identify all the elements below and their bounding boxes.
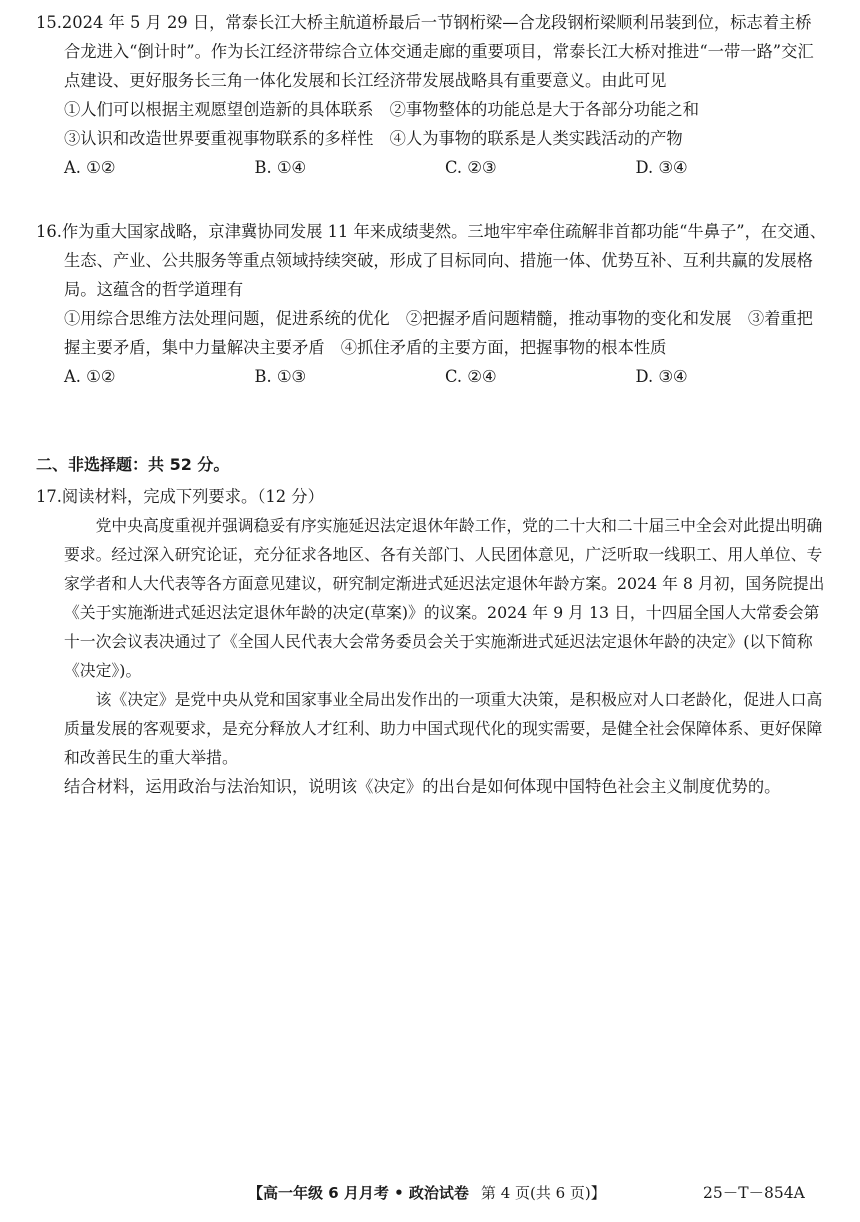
footer-page-number: 第 4 页(共 6 页)】 — [480, 1184, 606, 1202]
question-17 — [36, 482, 826, 801]
question-15 — [36, 8, 826, 182]
question-16-stem: 16.作为重大国家战略，京津冀协同发展 11 年来成绩斐然。三地牢牢牵住疏解非首都功能“牛鼻子”，在交通、生态、产业、公共服务等重点领域持续突破，形成了目标同向、措施一体、优势互补、互利共赢的发展格局。这蕴含的哲学道理有 — [36, 222, 826, 299]
option-c: C. ②④ — [445, 367, 497, 386]
option-a: A. ①② — [64, 367, 116, 386]
option-a: A. ①② — [64, 158, 116, 177]
question-16-options — [36, 362, 826, 391]
option-c: C. ②③ — [445, 158, 497, 177]
option-b: B. ①④ — [254, 158, 307, 177]
question-17-stem: 17.阅读材料，完成下列要求。（12 分） — [36, 487, 324, 506]
question-15-stem: 15.2024 年 5 月 29 日，常泰长江大桥主航道桥最后一节钢桁梁—合龙段钢桁梁顺利吊装到位，标志着主桥合龙进入“倒计时”。作为长江经济带综合立体交通走廊的重要项目，常泰长江大桥对推进“一带一路”交汇点建设、更好服务长三角一体化发展和长江经济带发展战略具有重要意义。由此可见 — [36, 13, 814, 90]
footer-code: 25－T－854A — [703, 1184, 805, 1202]
question-17-prompt: 结合材料，运用政治与法治知识，说明该《决定》的出台是如何体现中国特色社会主义制度优势的。 — [64, 777, 781, 796]
question-15-options — [36, 153, 826, 182]
section-heading: 二、非选择题：共 52 分。 — [36, 455, 230, 474]
material-paragraph-1: 党中央高度重视并强调稳妥有序实施延迟法定退休年龄工作，党的二十大和二十届三中全会对此提出明确要求。经过深入研究论证，充分征求各地区、各有关部门、人民团体意见，广泛听取一线职工、用人单位、专家学者和人大代表等各方面意见建议，研究制定渐进式延迟法定退休年龄方案。2024 年 8 月初，国务院提出《关于实施渐进式延迟法定退休年龄的决定(草案)》的议案。2024 年 9 月 13 日，十四届全国人大常委会第十一次会议表决通过了《全国人民代表大会常务委员会关于实施渐进式延迟法定退休年龄的决定》(以下简称《决定》)。 — [64, 516, 825, 680]
option-d: D. ③④ — [635, 158, 688, 177]
option-b: B. ①③ — [254, 367, 307, 386]
question-16-items: ①用综合思维方法处理问题，促进系统的优化 ②把握矛盾问题精髓，推动事物的变化和发展 ③着重把握主要矛盾，集中力量解决主要矛盾 ④抓住矛盾的主要方面，把握事物的根本性质 — [64, 309, 813, 357]
question-16 — [36, 217, 826, 391]
footer-exam-title: 【高一年级 6 月月考 • 政治试卷 — [248, 1184, 469, 1202]
question-15-items-line2: ③认识和改造世界要重视事物联系的多样性 ④人为事物的联系是人类实践活动的产物 — [64, 129, 683, 148]
footer-title — [248, 1180, 606, 1206]
option-d: D. ③④ — [635, 367, 688, 386]
material-paragraph-2: 该《决定》是党中央从党和国家事业全局出发作出的一项重大决策，是积极应对人口老龄化，促进人口高质量发展的客观要求，是充分释放人才红利、助力中国式现代化的现实需要，是健全社会保障体系、更好保障和改善民生的重大举措。 — [64, 690, 823, 767]
question-15-items-line1: ①人们可以根据主观愿望创造新的具体联系 ②事物整体的功能总是大于各部分功能之和 — [64, 100, 699, 119]
